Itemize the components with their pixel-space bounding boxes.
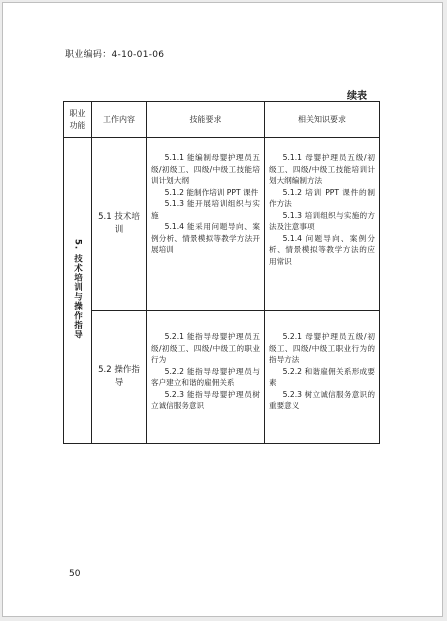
header-work-content: 工作内容 [92,102,147,138]
occupation-code: 职业编码：4-10-01-06 [65,50,165,60]
header-skill-requirements: 技能要求 [147,102,265,138]
table-header-row [64,102,380,138]
header-function: 职业功能 [64,102,92,138]
page-number: 50 [69,569,81,579]
skill-item: 5.1.1 能编制母婴护理员五级/初级工、四级/中级工技能培训计划大纲 [151,153,260,185]
skills-cell [147,311,265,444]
table-row [64,138,380,311]
skills-cell [147,138,265,311]
skill-item: 5.2.1 能指导母婴护理员五级/初级工、四级/中级工的职业行为 [151,332,260,364]
function-label: 5. 技术培训与操作指导 [72,239,83,340]
skill-item: 5.1.2 能制作培训 PPT 课件 [164,187,259,197]
skill-item: 5.1.4 能采用问题导向、案例分析、情景模拟等教学方法开展培训 [151,222,260,254]
skill-item: 5.2.3 能指导母婴护理员树立诚信服务意识 [151,389,260,410]
knowledge-item: 5.1.2 培训 PPT 课件的制作方法 [269,187,375,208]
continued-label: 续表 [347,91,367,102]
work-content-cell [92,138,147,311]
work-content-cell [92,311,147,444]
knowledge-cell [265,138,380,311]
skill-item: 5.1.3 能开展培训组织与实施 [151,199,260,220]
knowledge-item: 5.1.1 母婴护理员五级/初级工、四级/中级工技能培训计划大纲编制方法 [269,153,375,185]
skills-table [63,101,380,444]
knowledge-item: 5.2.1 母婴护理员五级/初级工、四级/中级工职业行为的指导方法 [269,332,375,364]
table-row [64,311,380,444]
function-cell [64,138,92,444]
work-content-label: 5.2 操作指导 [98,365,140,388]
document-page [2,2,443,617]
knowledge-item: 5.1.3 培训组织与实施的方法及注意事项 [269,210,375,231]
header-knowledge-requirements: 相关知识要求 [265,102,380,138]
knowledge-item: 5.2.2 和谐雇佣关系形成要素 [269,366,375,387]
knowledge-item: 5.1.4 问题导向、案例分析、情景模拟等教学方法的应用常识 [269,233,375,266]
knowledge-item: 5.2.3 树立诚信服务意识的重要意义 [269,389,375,410]
work-content-label: 5.1 技术培训 [98,212,140,235]
skill-item: 5.2.2 能指导母婴护理员与客户建立和谐的雇佣关系 [151,366,260,387]
knowledge-cell [265,311,380,444]
